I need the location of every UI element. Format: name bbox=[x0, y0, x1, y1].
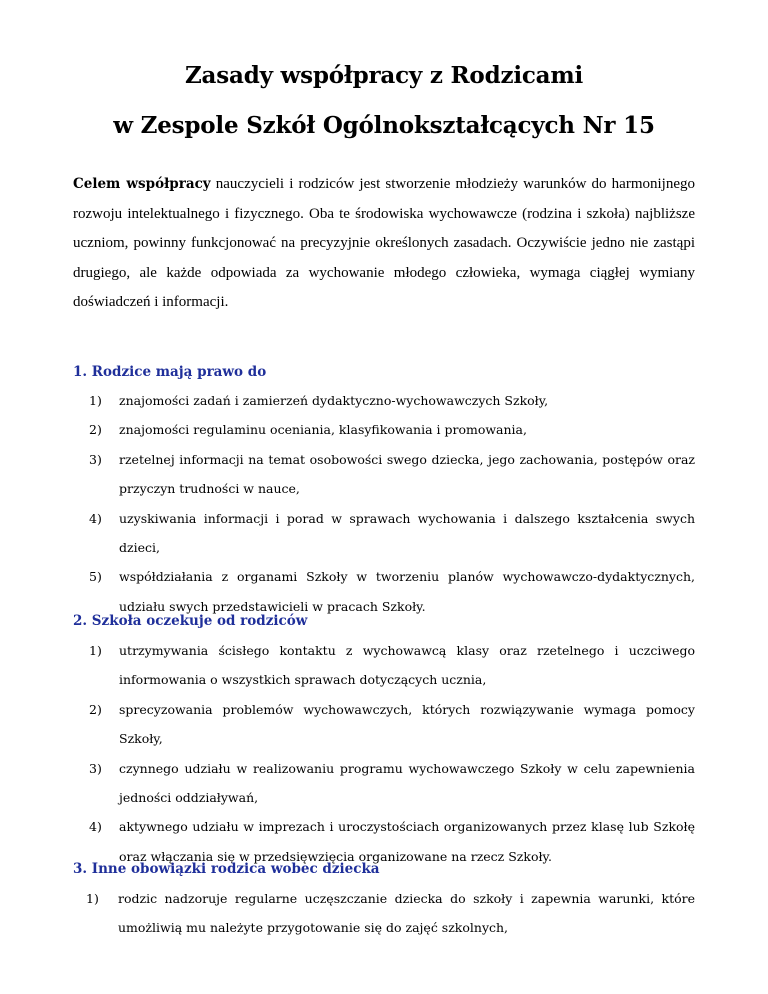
list-item-text: znajomości zadań i zamierzeń dydaktyczno-wychowawczych Szkoły, bbox=[119, 393, 549, 408]
intro-text: nauczycieli i rodziców jest stworzenie młodzieży warunków do harmonijnego rozwoju intelektualnego i fizycznego. Oba te środowiska wychowawcze (rodzina i szkoła) najbliższe uczniom, powinny funkcjonować na precyzyjnie określonych zasadach. Oczywiście jedno nie zastąpi drugiego, ale każde odpowiada za wychowanie młodego człowieka, wymaga ciągłej wymiany doświadczeń i informacji. bbox=[73, 176, 695, 310]
section-2-list bbox=[89, 636, 695, 871]
list-item-number: 1) bbox=[89, 643, 102, 658]
document-title-line-1: Zasady współpracy z Rodzicami bbox=[184, 62, 584, 89]
list-item bbox=[89, 386, 695, 415]
list-item bbox=[89, 445, 695, 504]
intro-lead: Celem współpracy bbox=[73, 176, 211, 192]
list-item-text: utrzymywania ścisłego kontaktu z wychowawcą klasy oraz rzetelnego i uczciwego informowania o wszystkich sprawach dotyczących ucznia, bbox=[119, 643, 695, 688]
list-item-text: rzetelnej informacji na temat osobowości swego dziecka, jego zachowania, postępów oraz przyczyn trudności w nauce, bbox=[119, 451, 695, 497]
list-item bbox=[89, 754, 695, 813]
list-item-number: 1) bbox=[89, 393, 102, 408]
list-item-text: aktywnego udziału w imprezach i uroczystościach organizowanych przez klasę lub Szkołę oraz włączania się w przedsięwzięcia organizowane na rzecz Szkoły. bbox=[119, 819, 695, 864]
section-heading-3: 3. Inne obowiązki rodzica wobec dziecka bbox=[73, 861, 380, 877]
list-item-text: współdziałania z organami Szkoły w tworzeniu planów wychowawczo-dydaktycznych, udziału swych przedstawicieli w pracach Szkoły. bbox=[119, 569, 695, 614]
section-heading-1: 1. Rodzice mają prawo do bbox=[73, 364, 267, 380]
list-item-text: rodzic nadzoruje regularne uczęszczanie dziecka do szkoły i zapewnia warunki, które umożliwią mu należyte przygotowanie się do zajęć szkolnych, bbox=[118, 891, 695, 936]
list-item bbox=[86, 884, 695, 943]
section-1-list bbox=[89, 386, 695, 621]
section-3-list bbox=[86, 884, 695, 943]
list-item-number: 1) bbox=[86, 891, 99, 906]
intro-paragraph bbox=[73, 170, 695, 318]
list-item-number: 4) bbox=[89, 510, 102, 526]
list-item-text: znajomości regulaminu oceniania, klasyfikowania i promowania, bbox=[119, 422, 527, 438]
list-item bbox=[89, 415, 695, 444]
list-item-number: 4) bbox=[89, 819, 102, 835]
list-item-number: 3) bbox=[89, 451, 102, 467]
list-item-number: 2) bbox=[89, 422, 102, 438]
list-item-number: 2) bbox=[89, 701, 102, 717]
document-title-line-2: w Zespole Szkół Ogólnokształcących Nr 15 bbox=[113, 112, 655, 139]
list-item bbox=[89, 695, 695, 754]
list-item-text: sprecyzowania problemów wychowawczych, których rozwiązywanie wymaga pomocy Szkoły, bbox=[119, 701, 695, 747]
section-heading-2: 2. Szkoła oczekuje od rodziców bbox=[73, 613, 308, 629]
list-item bbox=[89, 504, 695, 563]
list-item-text: czynnego udziału w realizowaniu programu wychowawczego Szkoły w celu zapewnienia jedności oddziaływań, bbox=[119, 760, 695, 806]
list-item-number: 3) bbox=[89, 760, 102, 776]
list-item-text: uzyskiwania informacji i porad w sprawach wychowania i dalszego kształcenia swych dzieci, bbox=[119, 510, 695, 556]
list-item-number: 5) bbox=[89, 569, 102, 585]
list-item bbox=[89, 636, 695, 695]
